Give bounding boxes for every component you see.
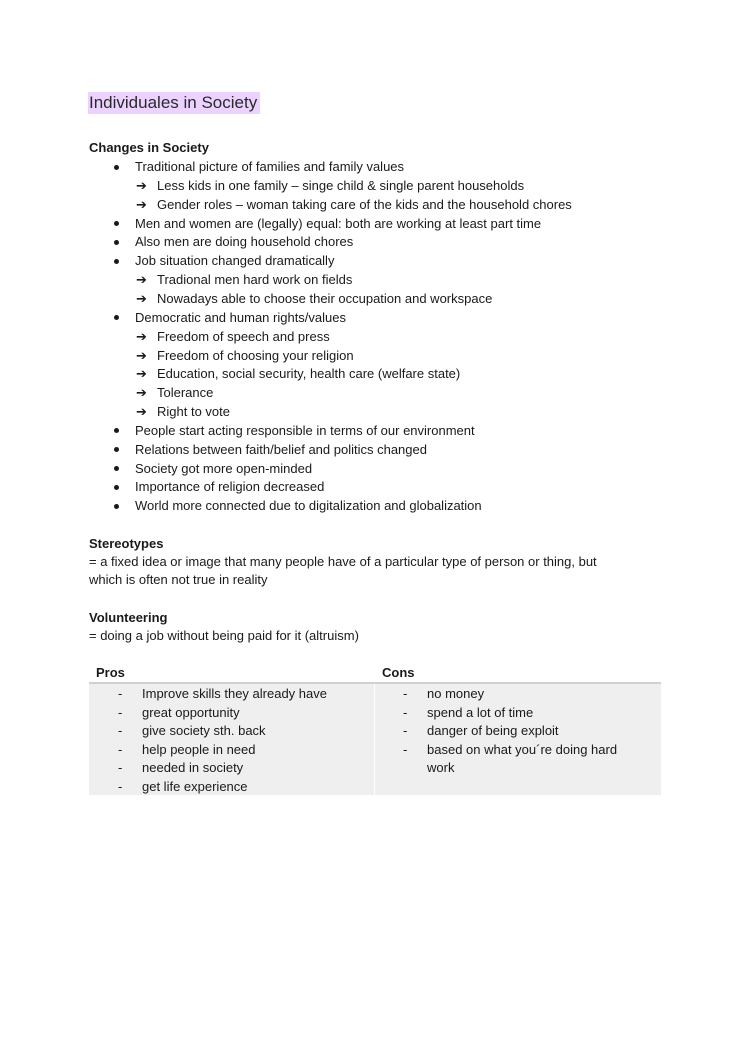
bullet-dot-icon xyxy=(114,428,119,433)
bullet-dot-icon xyxy=(114,466,119,471)
bullet-dot-icon xyxy=(114,485,119,490)
right-arrow-icon: ➔ xyxy=(136,196,147,212)
bullet-item-text: Relations between faith/belief and politics changed xyxy=(135,441,427,457)
cons-header: Cons xyxy=(382,665,415,680)
changes-heading: Changes in Society xyxy=(89,140,209,155)
bullet-item-text: Democratic and human rights/values xyxy=(135,309,346,325)
bullet-item-text: World more connected due to digitalization and globalization xyxy=(135,498,482,514)
bullet-item-text: Importance of religion decreased xyxy=(135,479,325,495)
dash-bullet: - xyxy=(118,704,123,720)
stereotypes-heading: Stereotypes xyxy=(89,536,164,551)
bullet-dot-icon xyxy=(114,504,119,509)
stereotypes-definition-line-1: = a fixed idea or image that many people have of a particular type of person or thing, but xyxy=(89,554,597,569)
volunteering-heading: Volunteering xyxy=(89,610,168,625)
cons-item: danger of being exploit xyxy=(427,723,559,738)
pros-item: get life experience xyxy=(142,778,248,794)
arrow-item-text: Nowadays able to choose their occupation and workspace xyxy=(157,290,493,306)
right-arrow-icon: ➔ xyxy=(136,177,147,193)
pros-item: help people in need xyxy=(142,741,256,757)
bullet-dot-icon xyxy=(114,315,119,320)
bullet-dot-icon xyxy=(114,259,119,264)
bullet-item-text: Traditional picture of families and family values xyxy=(135,159,405,174)
right-arrow-icon: ➔ xyxy=(136,328,147,344)
arrow-item-text: Tradional men hard work on fields xyxy=(157,272,353,288)
dash-bullet: - xyxy=(403,704,408,720)
dash-bullet: - xyxy=(118,778,123,794)
arrow-item-text: Freedom of choosing your religion xyxy=(157,347,354,363)
bullet-item-text: Job situation changed dramatically xyxy=(135,253,335,269)
arrow-item-text: Education, social security, health care (welfare state) xyxy=(157,366,461,382)
right-arrow-icon: ➔ xyxy=(136,272,147,288)
right-arrow-icon: ➔ xyxy=(136,366,147,382)
pros-header: Pros xyxy=(96,665,125,680)
bullet-dot-icon xyxy=(114,240,119,245)
cons-item: spend a lot of time xyxy=(427,704,534,720)
arrow-item-text: Less kids in one family – singe child & single parent households xyxy=(157,177,525,193)
bullet-dot-icon xyxy=(114,221,119,226)
dash-bullet: - xyxy=(403,741,408,757)
arrow-item-text: Freedom of speech and press xyxy=(157,328,330,344)
cons-item: based on what you´re doing hard xyxy=(427,741,618,757)
pros-item: great opportunity xyxy=(142,704,240,720)
dash-bullet: - xyxy=(118,723,123,738)
pros-item: Improve skills they already have xyxy=(142,686,327,701)
volunteering-definition: = doing a job without being paid for it (altruism) xyxy=(89,628,359,643)
pros-item: needed in society xyxy=(142,760,244,775)
dash-bullet: - xyxy=(118,741,123,757)
arrow-item-text: Tolerance xyxy=(157,385,214,401)
cons-item: no money xyxy=(427,686,485,701)
bullet-dot-icon xyxy=(114,447,119,452)
bullet-dot-icon xyxy=(114,165,119,170)
right-arrow-icon: ➔ xyxy=(136,385,147,401)
bullet-item-text: Men and women are (legally) equal: both are working at least part time xyxy=(135,215,542,231)
bullet-item-text: Society got more open-minded xyxy=(135,460,313,476)
table-column-divider xyxy=(374,684,375,795)
dash-bullet: - xyxy=(403,686,408,701)
arrow-item-text: Gender roles – woman taking care of the kids and the household chores xyxy=(157,196,572,212)
dash-bullet: - xyxy=(118,760,123,775)
dash-bullet: - xyxy=(403,723,408,738)
right-arrow-icon: ➔ xyxy=(136,404,147,420)
arrow-item-text: Right to vote xyxy=(157,404,230,420)
dash-bullet: - xyxy=(118,686,123,701)
stereotypes-definition-line-2: which is often not true in reality xyxy=(89,572,268,587)
page-title: Individuales in Society xyxy=(88,92,260,114)
bullet-item-text: People start acting responsible in terms of our environment xyxy=(135,422,475,438)
pros-item: give society sth. back xyxy=(142,723,266,738)
cons-item: work xyxy=(427,760,455,775)
right-arrow-icon: ➔ xyxy=(136,290,147,306)
bullet-item-text: Also men are doing household chores xyxy=(135,234,354,250)
right-arrow-icon: ➔ xyxy=(136,347,147,363)
